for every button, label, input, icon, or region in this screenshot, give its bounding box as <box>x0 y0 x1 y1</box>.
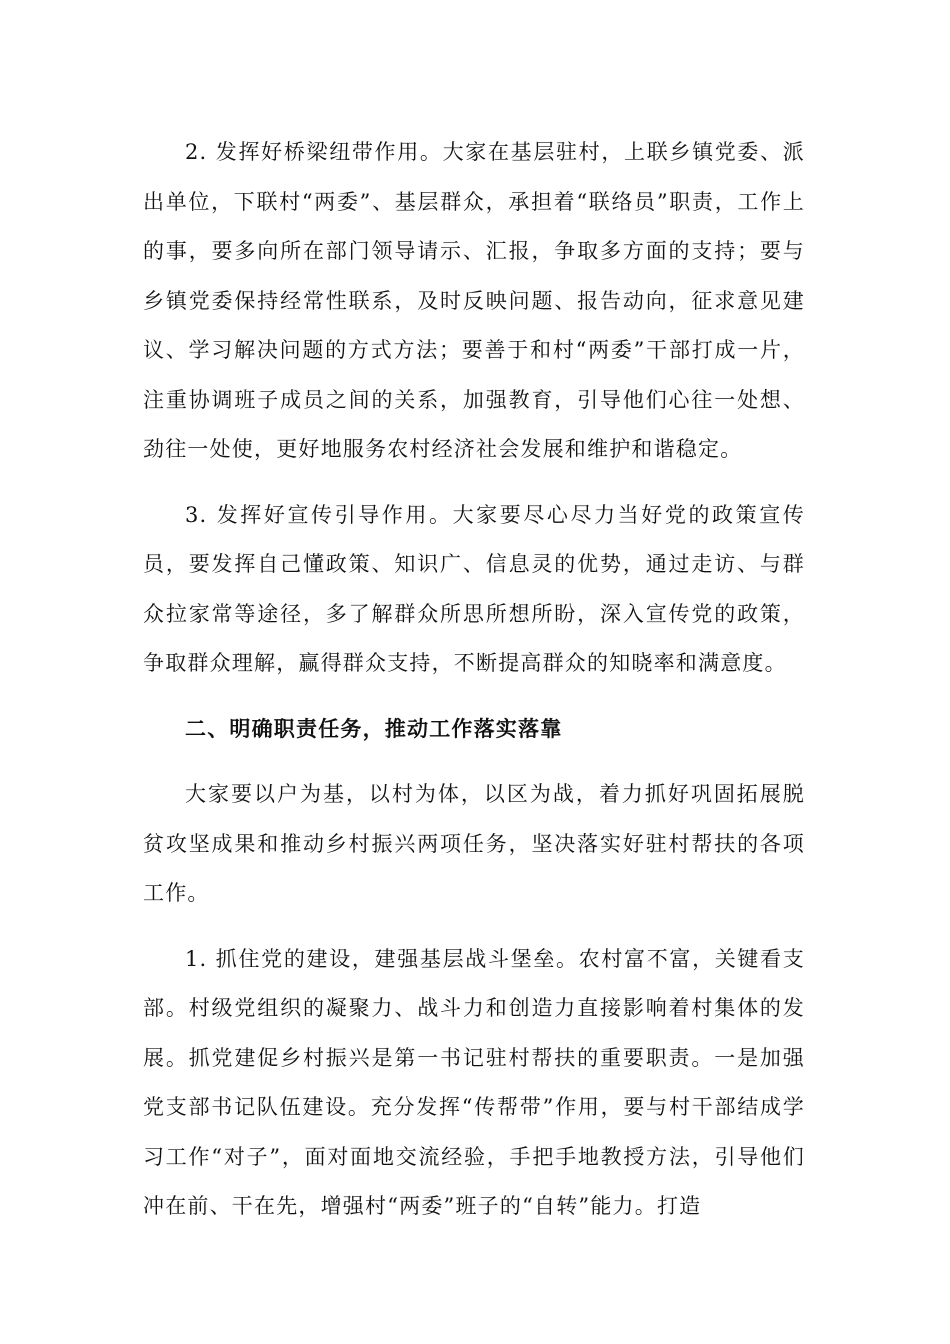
paragraph-gap <box>143 754 805 770</box>
paragraph-gap <box>143 919 805 935</box>
paragraph-party-building: 1. 抓住党的建设，建强基层战斗堡垒。农村富不富，关键看支部。村级党组织的凝聚力、战斗力和创造力直接影响着村集体的发展。抓党建促乡村振兴是第一书记驻村帮扶的重要职责。一是加强党支部书记队伍建设。充分发挥“传帮带”作用，要与村干部结成学习工作“对子”，面对面地交流经验，手把手地教授方法，引导他们冲在前、干在先，增强村“两委”班子的“自转”能力。打造 <box>143 946 805 1218</box>
paragraph-publicity-role: 3. 发挥好宣传引导作用。大家要尽心尽力当好党的政策宣传员，要发挥自己懂政策、知识广、信息灵的优势，通过走访、与群众拉家常等途径，多了解群众所思所想所盼，深入宣传党的政策，争取群众理解，赢得群众支持，不断提高群众的知晓率和满意度。 <box>143 502 805 675</box>
paragraph-bridge-role: 2. 发挥好桥梁纽带作用。大家在基层驻村，上联乡镇党委、派出单位，下联村“两委”、基层群众，承担着“联络员”职责，工作上的事，要多向所在部门领导请示、汇报，争取多方面的支持；要与乡镇党委保持经常性联系，及时反映问题、报告动向，征求意见建议、学习解决问题的方式方法；要善于和村“两委”干部打成一片，注重协调班子成员之间的关系，加强教育，引导他们心往一处想、劲往一处使，更好地服务农村经济社会发展和维护和谐稳定。 <box>143 140 805 461</box>
paragraph-gap <box>143 475 805 491</box>
document-body <box>143 128 805 1232</box>
paragraph-gap <box>143 689 805 705</box>
section-heading: 二、明确职责任务，推动工作落实落靠 <box>185 716 563 741</box>
paragraph-section-intro: 大家要以户为基，以村为体，以区为战，着力抓好巩固拓展脱贫攻坚成果和推动乡村振兴两项任务，坚决落实好驻村帮扶的各项工作。 <box>143 782 805 905</box>
